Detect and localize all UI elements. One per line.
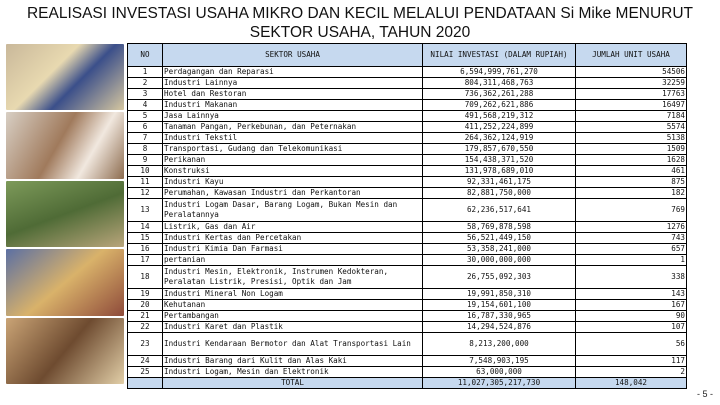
row-value: 62,236,517,641 <box>423 199 576 222</box>
table-row <box>128 100 687 111</box>
row-sector: Industri Mesin, Elektronik, Instrumen Kedokteran, Peralatan Listrik, Presisi, Optik dan Jam <box>163 266 423 289</box>
row-value: 58,769,878,598 <box>423 222 576 233</box>
row-value: 179,857,670,550 <box>423 144 576 155</box>
row-no: 1 <box>128 67 163 78</box>
page-number: - 5 - <box>697 389 714 399</box>
row-no: 10 <box>128 166 163 177</box>
row-sector: Perumahan, Kawasan Industri dan Perkantoran <box>163 188 423 199</box>
row-units: 461 <box>576 166 687 177</box>
row-units: 7184 <box>576 111 687 122</box>
table-row <box>128 222 687 233</box>
row-no: 9 <box>128 155 163 166</box>
row-no: 12 <box>128 188 163 199</box>
row-sector: Industri Logam Dasar, Barang Logam, Bukan Mesin dan Peralatannya <box>163 199 423 222</box>
row-no: 13 <box>128 199 163 222</box>
table-row <box>128 122 687 133</box>
row-no: 22 <box>128 322 163 333</box>
row-no: 7 <box>128 133 163 144</box>
table-row <box>128 89 687 100</box>
photo-shop <box>6 249 124 315</box>
row-units: 16497 <box>576 100 687 111</box>
row-units: 1 <box>576 255 687 266</box>
row-value: 53,358,241,000 <box>423 244 576 255</box>
header-value: NILAI INVESTASI (DALAM RUPIAH) <box>423 44 576 67</box>
table-row <box>128 188 687 199</box>
row-no: 17 <box>128 255 163 266</box>
row-units: 2 <box>576 367 687 378</box>
row-value: 26,755,092,303 <box>423 266 576 289</box>
row-value: 56,521,449,150 <box>423 233 576 244</box>
row-units: 875 <box>576 177 687 188</box>
row-sector: Jasa Lainnya <box>163 111 423 122</box>
row-no: 2 <box>128 78 163 89</box>
row-sector: Industri Kimia Dan Farmasi <box>163 244 423 255</box>
row-no: 14 <box>128 222 163 233</box>
row-no: 24 <box>128 356 163 367</box>
row-units: 743 <box>576 233 687 244</box>
row-value: 264,362,124,919 <box>423 133 576 144</box>
row-value: 63,000,000 <box>423 367 576 378</box>
table-row <box>128 111 687 122</box>
row-value: 92,331,461,175 <box>423 177 576 188</box>
row-sector: Industri Mineral Non Logam <box>163 289 423 300</box>
table-row <box>128 289 687 300</box>
row-units: 1628 <box>576 155 687 166</box>
row-sector: Listrik, Gas dan Air <box>163 222 423 233</box>
table-row <box>128 233 687 244</box>
photo-products <box>6 44 124 110</box>
row-sector: Industri Barang dari Kulit dan Alas Kaki <box>163 356 423 367</box>
row-units: 54506 <box>576 67 687 78</box>
row-units: 107 <box>576 322 687 333</box>
row-value: 19,991,850,310 <box>423 289 576 300</box>
row-units: 1276 <box>576 222 687 233</box>
row-no: 25 <box>128 367 163 378</box>
row-value: 6,594,999,761,270 <box>423 67 576 78</box>
total-row <box>128 378 687 389</box>
row-sector: Industri Kendaraan Bermotor dan Alat Transportasi Lain <box>163 333 423 356</box>
row-sector: Perikanan <box>163 155 423 166</box>
row-no: 19 <box>128 289 163 300</box>
row-value: 30,000,000,000 <box>423 255 576 266</box>
row-units: 56 <box>576 333 687 356</box>
table-row <box>128 356 687 367</box>
row-units: 5138 <box>576 133 687 144</box>
row-sector: Perdagangan dan Reparasi <box>163 67 423 78</box>
table-row <box>128 367 687 378</box>
row-sector: pertanian <box>163 255 423 266</box>
row-sector: Pertambangan <box>163 311 423 322</box>
row-units: 117 <box>576 356 687 367</box>
row-value: 491,568,219,312 <box>423 111 576 122</box>
table-row <box>128 244 687 255</box>
row-units: 657 <box>576 244 687 255</box>
row-no: 16 <box>128 244 163 255</box>
row-value: 736,362,261,288 <box>423 89 576 100</box>
row-value: 16,787,330,965 <box>423 311 576 322</box>
row-sector: Industri Karet dan Plastik <box>163 322 423 333</box>
row-value: 8,213,200,000 <box>423 333 576 356</box>
row-units: 5574 <box>576 122 687 133</box>
row-sector: Industri Logam, Mesin dan Elektronik <box>163 367 423 378</box>
row-sector: Kehutanan <box>163 300 423 311</box>
row-units: 143 <box>576 289 687 300</box>
table-row <box>128 166 687 177</box>
header-sector: SEKTOR USAHA <box>163 44 423 67</box>
row-value: 82,881,750,000 <box>423 188 576 199</box>
photo-food-stall <box>6 318 124 384</box>
row-value: 411,252,224,899 <box>423 122 576 133</box>
photo-market-vendors <box>6 112 124 178</box>
row-no: 3 <box>128 89 163 100</box>
total-value: 11,027,305,217,730 <box>423 378 576 389</box>
table-row <box>128 133 687 144</box>
row-sector: Industri Kertas dan Percetakan <box>163 233 423 244</box>
row-value: 131,978,689,010 <box>423 166 576 177</box>
table-row <box>128 177 687 188</box>
row-value: 154,438,371,520 <box>423 155 576 166</box>
row-units: 90 <box>576 311 687 322</box>
header-no: NO <box>128 44 163 67</box>
row-no: 8 <box>128 144 163 155</box>
table-row <box>128 266 687 289</box>
row-units: 182 <box>576 188 687 199</box>
row-no: 23 <box>128 333 163 356</box>
row-sector: Industri Tekstil <box>163 133 423 144</box>
row-units: 338 <box>576 266 687 289</box>
row-no: 20 <box>128 300 163 311</box>
row-sector: Transportasi, Gudang dan Telekomunikasi <box>163 144 423 155</box>
row-sector: Industri Lainnya <box>163 78 423 89</box>
row-units: 17763 <box>576 89 687 100</box>
row-value: 804,311,468,763 <box>423 78 576 89</box>
table-row <box>128 67 687 78</box>
row-sector: Konstruksi <box>163 166 423 177</box>
row-no: 11 <box>128 177 163 188</box>
row-units: 1509 <box>576 144 687 155</box>
table-header <box>128 44 687 67</box>
row-sector: Tanaman Pangan, Perkebunan, dan Peternakan <box>163 122 423 133</box>
table-row <box>128 300 687 311</box>
header-units: JUMLAH UNIT USAHA <box>576 44 687 67</box>
row-units: 32259 <box>576 78 687 89</box>
table-row <box>128 144 687 155</box>
row-value: 19,154,601,100 <box>423 300 576 311</box>
row-value: 14,294,524,876 <box>423 322 576 333</box>
investment-table <box>127 43 687 389</box>
row-no: 6 <box>128 122 163 133</box>
row-sector: Industri Kayu <box>163 177 423 188</box>
row-sector: Hotel dan Restoran <box>163 89 423 100</box>
page-title: REALISASI INVESTASI USAHA MIKRO DAN KECIL MELALUI PENDATAAN Si Mike MENURUT SEKTOR USAHA, TAHUN 2020 <box>26 5 694 41</box>
row-no: 21 <box>128 311 163 322</box>
row-sector: Industri Makanan <box>163 100 423 111</box>
row-no: 18 <box>128 266 163 289</box>
total-units: 148,042 <box>576 378 687 389</box>
table-row <box>128 78 687 89</box>
photo-collage <box>6 44 124 384</box>
row-units: 167 <box>576 300 687 311</box>
row-value: 709,262,621,886 <box>423 100 576 111</box>
photo-farm-workers <box>6 181 124 247</box>
total-label: TOTAL <box>163 378 423 389</box>
table-row <box>128 199 687 222</box>
table-row <box>128 322 687 333</box>
table-row <box>128 333 687 356</box>
row-no: 5 <box>128 111 163 122</box>
row-units: 769 <box>576 199 687 222</box>
row-no: 15 <box>128 233 163 244</box>
table-row <box>128 155 687 166</box>
row-value: 7,548,903,195 <box>423 356 576 367</box>
table-row <box>128 311 687 322</box>
row-no: 4 <box>128 100 163 111</box>
table-row <box>128 255 687 266</box>
